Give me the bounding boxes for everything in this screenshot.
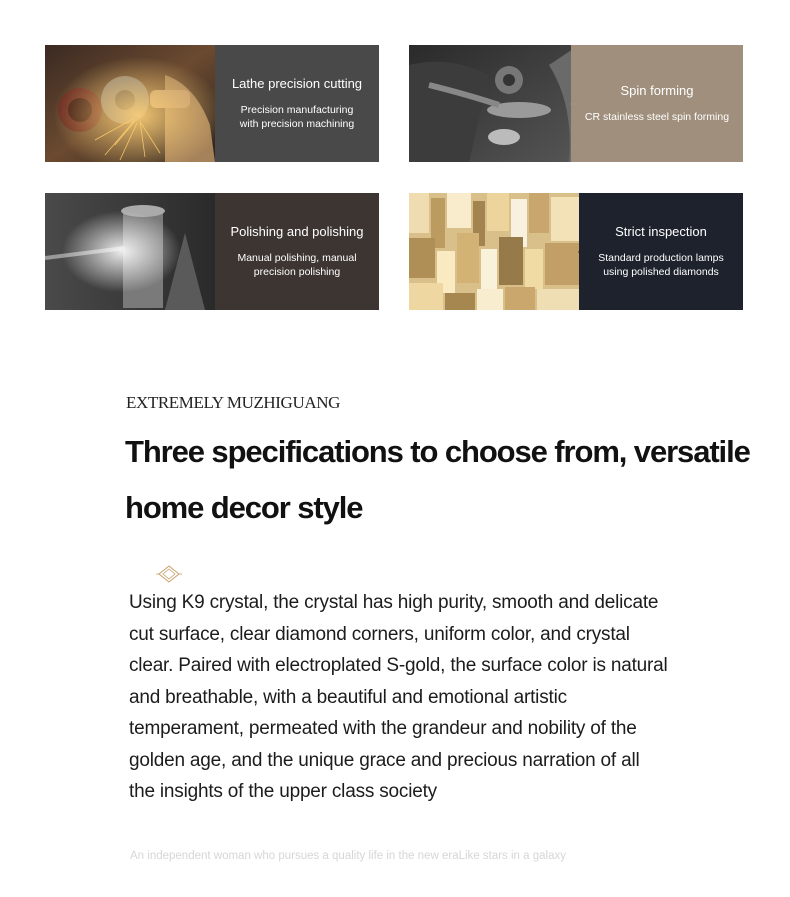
card-subtitle: CR stainless steel spin forming (584, 111, 730, 123)
process-card-lathe (45, 45, 379, 162)
panel-notch (570, 99, 576, 109)
process-card-polishing (45, 193, 379, 310)
process-card-inspection (409, 193, 743, 310)
card-subtitle: Precision manufacturing with precision machining (239, 104, 355, 130)
card-subtitle: Manual polishing, manual precision polishing (237, 252, 357, 278)
diamond-ornament-icon (156, 564, 182, 589)
panel-notch (578, 247, 584, 257)
section-headline: Three specifications to choose from, versatile home decor style (125, 434, 750, 525)
section-body-text: Using K9 crystal, the crystal has high purity, smooth and delicate cut surface, clear diamond corners, uniform color, and crystal clear. Paired with electroplated S-gold, the surface color is natural and breathable, with a beautiful and emotional artistic temperament, permeated with the grandeur and nobility of the golden age, and the unique grace and precious narration of all the insights of the upper class society (129, 592, 668, 802)
section-overline: EXTREMELY MUZHIGUANG (126, 393, 340, 412)
card-title: Spin forming (620, 83, 694, 98)
card-title: Lathe precision cutting (231, 76, 363, 91)
card-title: Polishing and polishing (230, 224, 364, 239)
polishing-photo (45, 193, 215, 310)
crystal-closeup-photo (409, 193, 579, 310)
process-card-spin (409, 45, 743, 162)
card-title: Strict inspection (615, 224, 707, 239)
spin-forming-photo (409, 45, 571, 162)
faint-caption: An independent woman who pursues a quality life in the new eraLike stars in a galaxy (130, 850, 566, 862)
grinding-sparks-photo (45, 45, 215, 162)
card-info-panel (571, 45, 743, 162)
card-info-panel (215, 193, 379, 310)
card-info-panel (579, 193, 743, 310)
card-info-panel (215, 45, 379, 162)
card-subtitle: Standard production lamps using polished diamonds (598, 252, 724, 278)
